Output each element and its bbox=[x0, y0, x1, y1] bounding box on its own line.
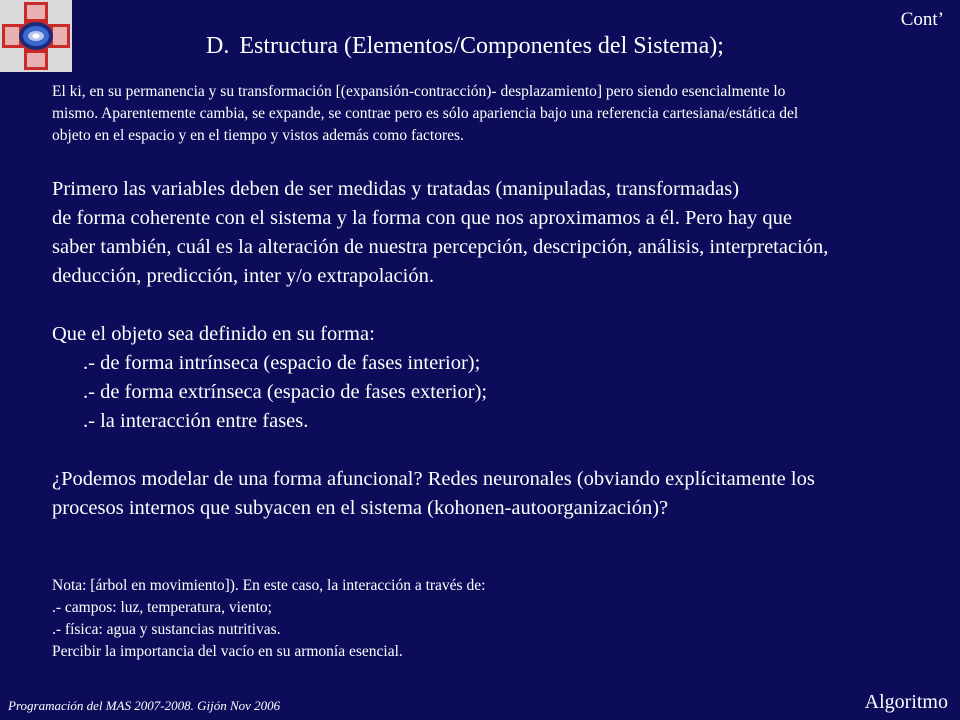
paragraph2-item: .- de forma intrínseca (espacio de fases interior); bbox=[83, 352, 481, 374]
note-line: Nota: [árbol en movimiento]). En este caso, la interacción a través de: bbox=[52, 577, 486, 594]
intro-line: objeto en el espacio y en el tiempo y vistos además como factores. bbox=[52, 127, 464, 144]
note-line: Percibir la importancia del vacío en su armonía esencial. bbox=[52, 643, 403, 660]
paragraph1-line: deducción, predicción, inter y/o extrapolación. bbox=[52, 265, 434, 287]
paragraph1-line: de forma coherente con el sistema y la forma con que nos aproximamos a él. Pero hay que bbox=[52, 207, 793, 229]
paragraph2-item: .- la interacción entre fases. bbox=[83, 410, 309, 432]
paragraph3-line: ¿Podemos modelar de una forma afuncional? Redes neuronales (obviando explícitamente los bbox=[52, 468, 815, 490]
paragraph1-line: saber también, cuál es la alteración de nuestra percepción, descripción, análisis, interpretación, bbox=[52, 236, 829, 258]
paragraph3-line: procesos internos que subyacen en el sistema (kohonen-autoorganización)? bbox=[52, 497, 669, 519]
title-number: D. bbox=[206, 33, 230, 59]
paragraph2-item: .- de forma extrínseca (espacio de fases exterior); bbox=[83, 381, 488, 403]
paragraph2-lead: Que el objeto sea definido en su forma: bbox=[52, 323, 375, 345]
intro-line: mismo. Aparentemente cambia, se expande, se contrae pero es sólo apariencia bajo una referencia cartesiana/estática del bbox=[52, 105, 799, 122]
main-body bbox=[52, 175, 957, 523]
paragraph1-line: Primero las variables deben de ser medidas y tratadas (manipuladas, transformadas) bbox=[52, 178, 740, 200]
note-block bbox=[52, 575, 932, 663]
continuation-label: Cont’ bbox=[900, 9, 944, 30]
note-line: .- física: agua y sustancias nutritivas. bbox=[52, 621, 281, 638]
slide-title bbox=[206, 31, 724, 61]
cross-logo-icon bbox=[0, 0, 72, 72]
paragraph-spacer bbox=[52, 291, 957, 320]
note-line: .- campos: luz, temperatura, viento; bbox=[52, 599, 272, 616]
intro-paragraph bbox=[52, 81, 952, 147]
intro-line: El ki, en su permanencia y su transformación [(expansión-contracción)- desplazamiento] pero siendo esencialmente lo bbox=[52, 83, 786, 100]
title-text: Estructura (Elementos/Componentes del Sistema); bbox=[239, 33, 724, 59]
paragraph-spacer bbox=[52, 436, 957, 465]
footer-section-label: Algoritmo bbox=[864, 691, 948, 713]
footer-course-label: Programación del MAS 2007-2008. Gijón Nov 2006 bbox=[8, 698, 281, 713]
